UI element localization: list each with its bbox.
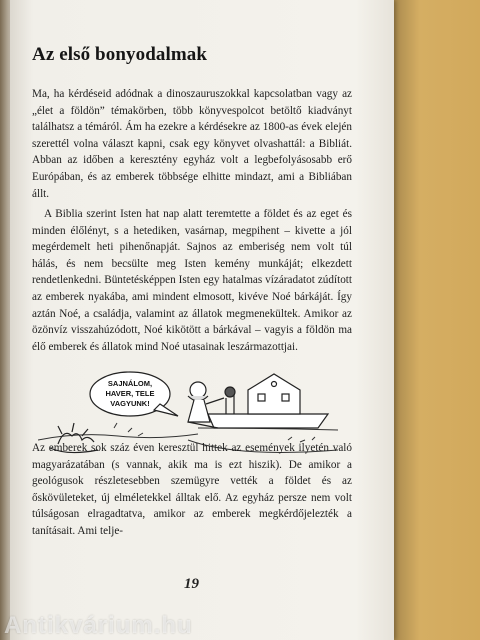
- paragraph-3: Az emberek sok száz éven keresztül hittek az események ilyetén való magyarázatában (s vannak, akik ma is ezt hiszik). De amikor a geológusok részletesebben szemügyre vették a földet és az őskövületeket, új elméletekkel álltak elő. Az egyház persze nem volt túlságosan elragadtatva, amikor az emberek megkérdőjelezték a tanításait. Ami telje-: [32, 442, 352, 537]
- speech-line-3: VAGYUNK!: [110, 399, 150, 408]
- paragraph-2: A Biblia szerint Isten hat nap alatt teremtette a földet és az eget és minden élőlényt, s a hetediken, vasárnap, megpihent – kivette a jól megérdemelt heti pihenőnapját. Sajnos az emberiség nem volt túl hálás, és nem becsülte meg Isten kemény munkáját; elkezdett rendetlenkedni. Büntetésképpen Isten egy hatalmas vízáradatot zúdított az emberek nyakába, ami mindent elmosott, kivéve Noé bárkáját. Így aztán Noé, a családja, valamint az állatok megmenekültek. Amikor az özönvíz visszahúzódott, Noé kikötött a bárkával – vagyis a földön ma élő emberek és állatok mind Noé utasainak leszármazottjai.: [32, 208, 352, 353]
- speech-line-1: SAJNÁLOM,: [107, 379, 153, 388]
- page-number: 19: [184, 576, 199, 592]
- book-cover-edge: [394, 0, 480, 640]
- ark-drawing: [208, 374, 328, 428]
- speech-line-2: HAVER, TELE: [105, 389, 155, 398]
- watermark-text: Antikvárium.hu: [4, 612, 193, 639]
- book-page: [10, 0, 394, 640]
- paragraph-1: Ma, ha kérdéseid adódnak a dinoszauruszokkal kapcsolatban vagy az „élet a földön” témakörben, több könyvespolcot betöltő kiadványt találhatsz a témáról. Ám ha ezekre a kérdésekre az 1800-as évek elején szerettél volna választ kapni, csak egy könyvet olvashattál: a Bibliát. Abban az időben a keresztény egyház volt a legbefolyásosabb erő Európában, és az emberek többsége elhitte mindazt, ami a Bibliában állt.: [32, 88, 352, 200]
- chapter-title: Az első bonyodalmak: [32, 44, 208, 65]
- speech-bubble: [90, 372, 178, 416]
